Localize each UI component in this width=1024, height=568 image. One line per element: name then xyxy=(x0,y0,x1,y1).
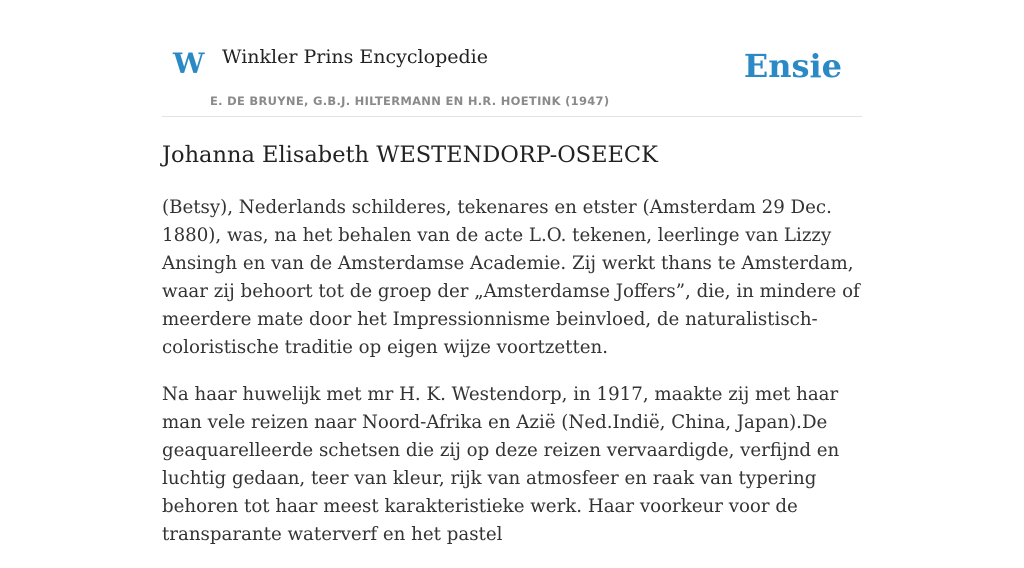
article-paragraph-2: Na haar huwelijk met mr H. K. Westendorp, in 1917, maakte zij met haar man vele reizen naar Noord-Afrika en Azië (Ned.Indië, China, Japan).De geaquarelleerde schetsen die zij op deze reizen vervaardigde, verfijnd en luchtig gedaan, teer van kleur, rijk van atmosfeer en raak van typering behoren tot haar meest karakteristieke werk. Haar voorkeur voor de transparante waterverf en het pastel xyxy=(162,384,840,545)
article-paragraph-1: (Betsy), Nederlands schilderes, tekenares en etster (Amsterdam 29 Dec. 1880), was, na het behalen van de acte L.O. tekenen, leerlinge van Lizzy Ansingh en van de Amsterdamse Academie. Zij werkt thans te Amsterdam, waar zij behoort tot de groep der „Amsterdamse Joffers”, die, in mindere of meerdere mate door het Impressionnisme beinvloed, de naturalistisch-coloristische traditie op eigen wijze voortzetten. xyxy=(162,197,860,358)
article-title: Johanna Elisabeth WESTENDORP-OSEECK xyxy=(162,142,658,168)
encyclopedia-authors: E. DE BRUYNE, G.B.J. HILTERMANN EN H.R. HOETINK (1947) xyxy=(210,94,610,108)
article xyxy=(162,140,872,568)
ensie-brand-logo[interactable]: Ensie xyxy=(743,47,842,85)
encyclopedia-title[interactable]: Winkler Prins Encyclopedie xyxy=(222,46,488,68)
site-header xyxy=(162,0,862,117)
encyclopedia-logo[interactable]: W xyxy=(173,47,205,80)
